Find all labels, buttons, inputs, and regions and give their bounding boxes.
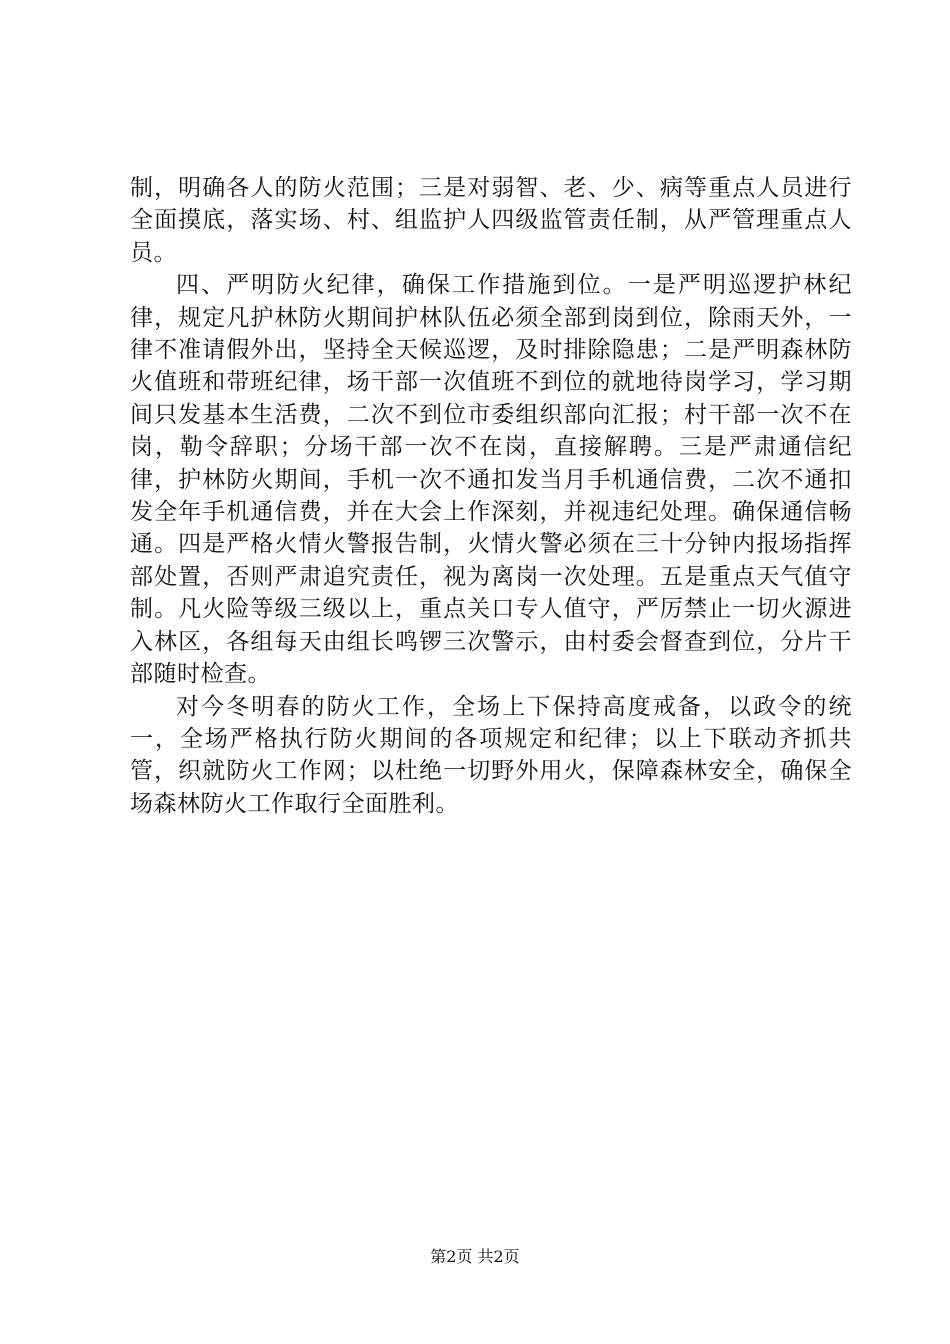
paragraph-conclusion: 对今冬明春的防火工作，全场上下保持高度戒备，以政令的统一，全场严格执行防火期间的各项规定和纪律；以上下联动齐抓共管，织就防火工作网；以杜绝一切野外用火，保障森林安全，确保全场森林防火工作取行全面胜利。 <box>130 693 852 817</box>
document-body <box>130 172 852 820</box>
paragraph-continuation: 制，明确各人的防火范围；三是对弱智、老、少、病等重点人员进行全面摸底，落实场、村、组监护人四级监管责任制，从严管理重点人员。 <box>130 175 852 266</box>
paragraph-discipline: 四、严明防火纪律，确保工作措施到位。一是严明巡逻护林纪律，规定凡护林防火期间护林队伍必须全部到岗到位，除雨天外，一律不准请假外出，坚持全天候巡逻，及时排除隐患；二是严明森林防火值班和带班纪律，场干部一次值班不到位的就地待岗学习，学习期间只发基本生活费，二次不到位市委组织部向汇报；村干部一次不在岗，勒令辞职；分场干部一次不在岗，直接解聘。三是严肃通信纪律，护林防火期间，手机一次不通扣发当月手机通信费，二次不通扣发全年手机通信费，并在大会上作深刻，并视违纪处理。确保通信畅通。四是严格火情火警报告制，火情火警必须在三十分钟内报场指挥部处置，否则严肃追究责任，视为离岗一次处理。五是重点天气值守制。凡火险等级三级以上，重点关口专人值守，严厉禁止一切火源进入林区，各组每天由组长鸣锣三次警示，由村委会督查到位，分片干部随时检查。 <box>130 272 852 688</box>
page-number-footer: 第2页 共2页 <box>430 1247 520 1266</box>
